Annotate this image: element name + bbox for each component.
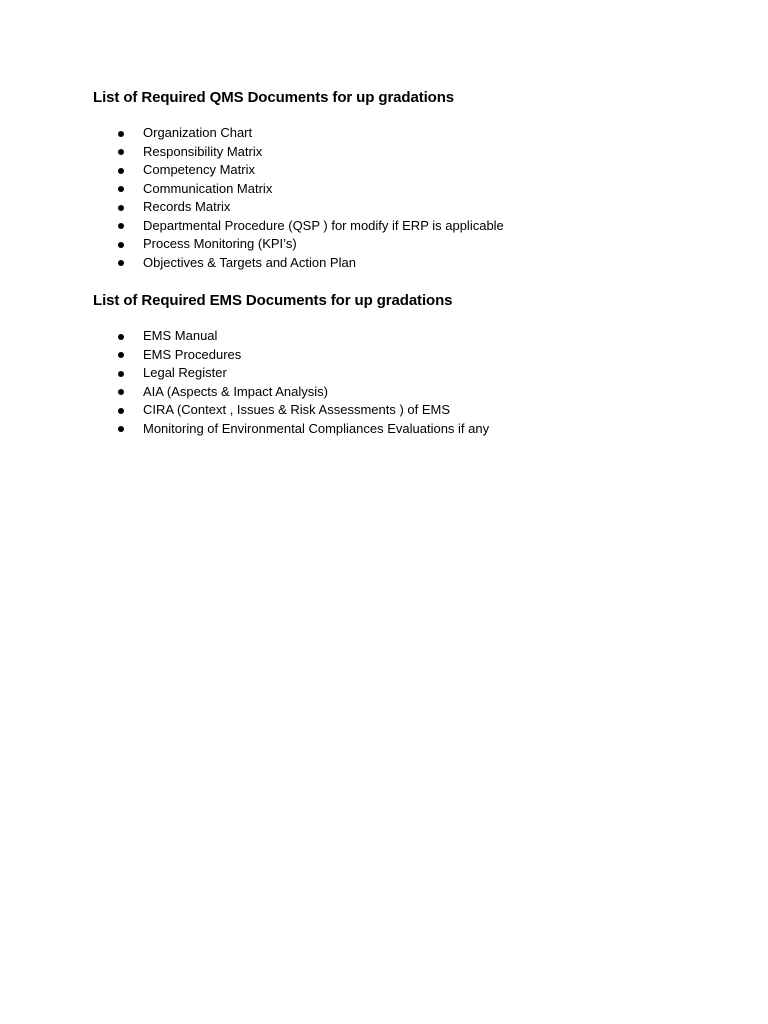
bullet-icon: [118, 186, 124, 192]
list-item: [93, 143, 733, 162]
list-item: [93, 124, 733, 143]
bullet-icon: [118, 168, 124, 174]
bullet-icon: [118, 371, 124, 377]
bullet-icon: [118, 205, 124, 211]
bullet-icon: [118, 426, 124, 432]
list-item: [93, 364, 733, 383]
list-item-text: Competency Matrix: [143, 162, 255, 177]
list-item-text: Responsibility Matrix: [143, 143, 263, 159]
list-item: [93, 254, 733, 273]
qms-heading: List of Required QMS Documents for up gradations: [93, 89, 455, 106]
bullet-icon: [118, 408, 124, 414]
list-item-text: AIA (Aspects & Impact Analysis): [143, 383, 328, 399]
list-item: [93, 180, 733, 199]
list-item: [93, 327, 733, 346]
bullet-icon: [118, 149, 124, 155]
ems-section: [93, 291, 733, 438]
ems-document-list: [93, 327, 733, 438]
list-item-text: Objectives & Targets and Action Plan: [143, 254, 356, 270]
bullet-icon: [118, 334, 124, 340]
list-item-text: Organization Chart: [143, 125, 253, 140]
list-item-text: EMS Procedures: [143, 346, 242, 362]
list-item: [93, 401, 733, 420]
list-item: [93, 198, 733, 217]
list-item-text: Departmental Procedure (QSP ) for modify if ERP is applicable: [143, 217, 504, 233]
list-item-text: EMS Manual: [143, 328, 218, 343]
list-item-text: Records Matrix: [143, 199, 231, 214]
list-item-text: Legal Register: [143, 365, 227, 380]
bullet-icon: [118, 242, 124, 248]
list-item: [93, 383, 733, 402]
ems-heading: List of Required EMS Documents for up gradations: [93, 292, 453, 309]
bullet-icon: [118, 260, 124, 266]
list-item: [93, 161, 733, 180]
bullet-icon: [118, 223, 124, 229]
list-item: [93, 217, 733, 236]
list-item: [93, 235, 733, 254]
bullet-icon: [118, 389, 124, 395]
list-item-text: Communication Matrix: [143, 180, 273, 196]
bullet-icon: [118, 131, 124, 137]
list-item: [93, 346, 733, 365]
list-item-text: CIRA (Context , Issues & Risk Assessments ) of EMS: [143, 402, 451, 417]
bullet-icon: [118, 352, 124, 358]
qms-section: [93, 88, 733, 272]
list-item-text: Monitoring of Environmental Compliances Evaluations if any: [143, 420, 490, 436]
qms-document-list: [93, 124, 733, 272]
list-item: [93, 420, 733, 439]
list-item-text: Process Monitoring (KPI’s): [143, 236, 297, 251]
